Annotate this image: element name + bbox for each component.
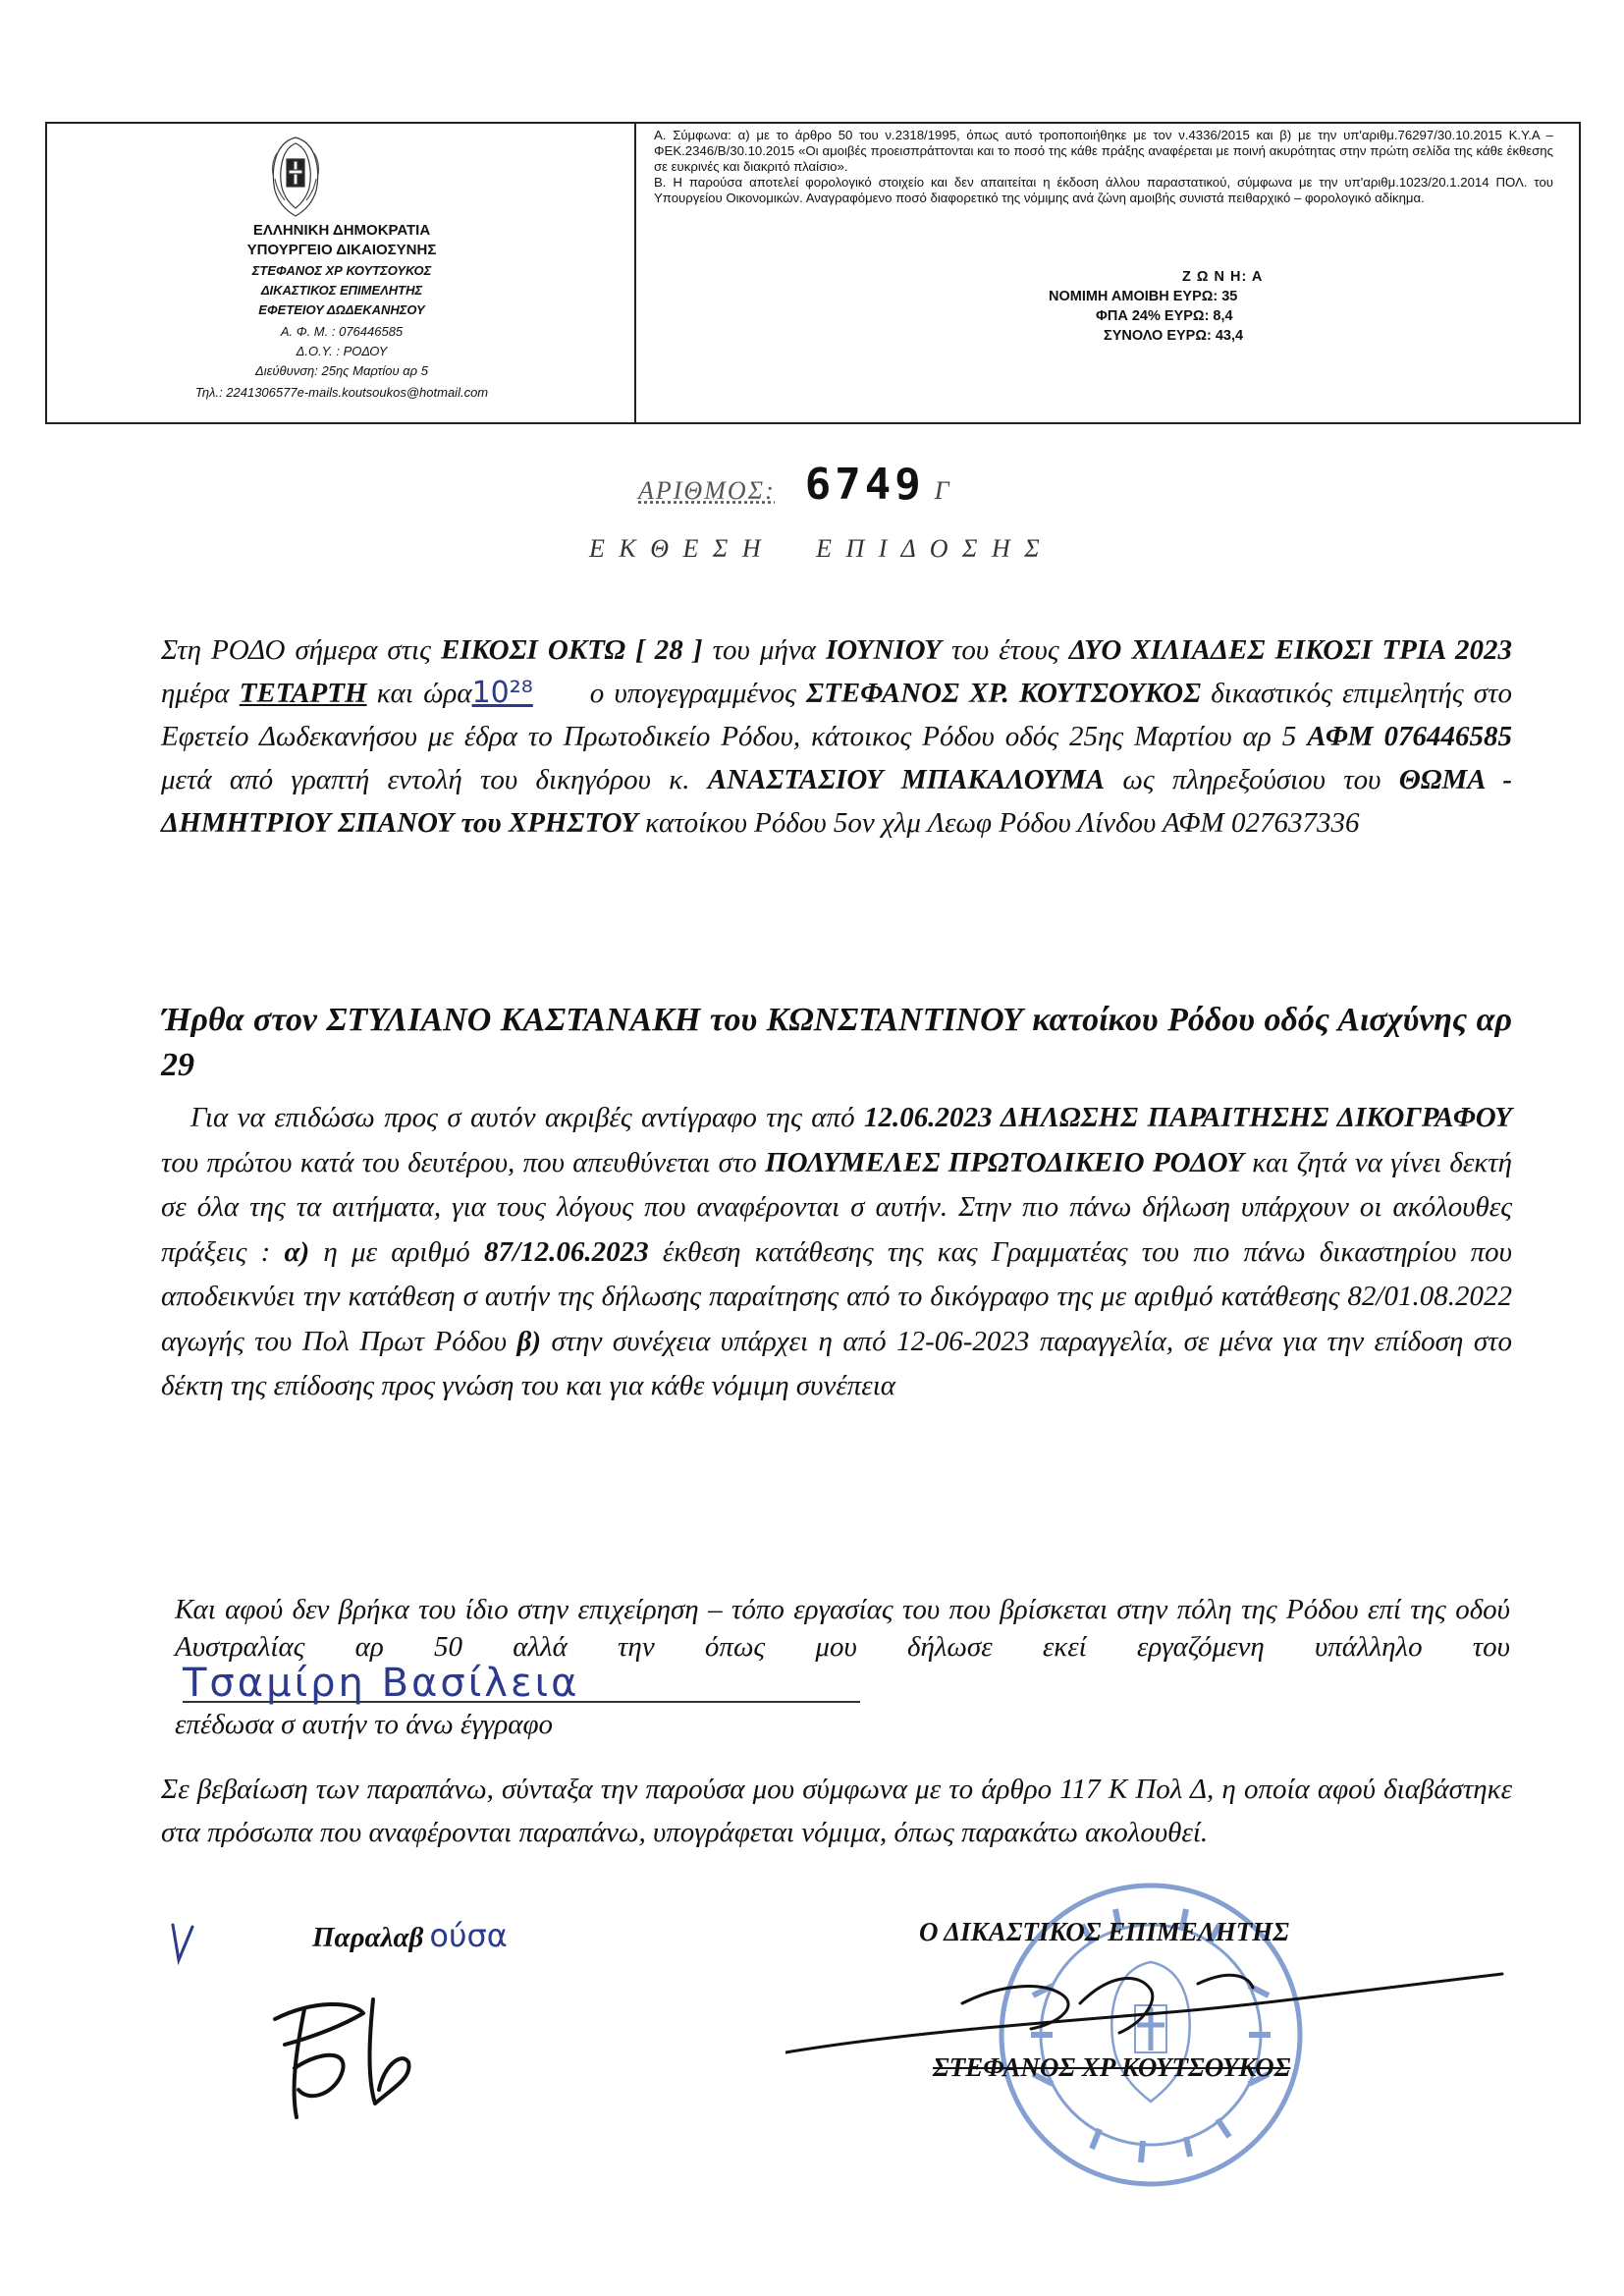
text: κατοίκου Ρόδου 5ον χλμ Λεωφ Ρόδου Λίνδου ΑΦΜ 027637336	[637, 807, 1360, 839]
item-b-marker: β)	[516, 1325, 542, 1357]
item-a-marker: α)	[284, 1235, 310, 1268]
text: Στη ΡΟΔΟ σήμερα στις	[161, 634, 441, 666]
issuer-block	[47, 124, 636, 422]
month: ΙΟΥΝΙΟΥ	[825, 634, 942, 666]
handwritten-time: 10²⁸	[471, 676, 533, 710]
lawyer-name: ΑΝΑΣΤΑΣΙΟΥ ΜΠΑΚΑΛΟΥΜΑ	[707, 764, 1106, 795]
paragraph-service	[175, 1591, 1510, 1743]
officer-signature-name: ΣΤΕΦΑΝΟΣ ΧΡ ΚΟΥΤΣΟΥΚΟΣ	[933, 2052, 1291, 2082]
document-title: Ε Κ Θ Ε Σ Η Ε Π Ι Δ Ο Σ Η Σ	[589, 534, 1044, 563]
text: του έτους	[941, 634, 1069, 666]
paragraph-intro	[161, 629, 1512, 845]
document-number-suffix: Γ	[934, 476, 951, 505]
fee-amount: ΝΟΜΙΜΗ ΑΜΟΙΒΗ ΕΥΡΩ: 35	[1049, 289, 1238, 304]
text: έκθεση κατάθεσης της κας Γραμματέας του πιο πάνω δικαστηρίου που αποδεικνύει την κατάθεση σ αυτήν της δήλωσης παραίτησης από το δικόγραφο της με αριθμό κατάθεσης 82/01.08.2022 αγωγής του Πολ Πρωτ Ρόδου	[161, 1235, 1512, 1357]
officer-name: ΣΤΕΦΑΝΟΣ ΧΡ ΚΟΥΤΣΟΥΚΟΣ	[251, 263, 432, 278]
text: ως πληρεξούσιου του	[1105, 764, 1399, 795]
filing-number: 87/12.06.2023	[484, 1235, 649, 1268]
officer-afm: Α. Φ. Μ. : 076446585	[280, 324, 404, 339]
text: η με αριθμό	[309, 1235, 485, 1268]
text: επέδωσα σ αυτήν το άνω έγγραφο	[175, 1709, 554, 1740]
officer-full-name: ΣΤΕΦΑΝΟΣ ΧΡ. ΚΟΥΤΣΟΥΚΟΣ	[806, 678, 1202, 709]
paragraph-recipient: Ήρθα στον ΣΤΥΛΙΑΝΟ ΚΑΣΤΑΝΑΚΗ του ΚΩΝΣΤΑΝΤΙΝΟΥ κατοίκου Ρόδου οδός Αισχύνης αρ 29	[161, 1002, 1512, 1083]
officer-role: ΔΙΚΑΣΤΙΚΟΣ ΕΠΙΜΕΛΗΤΗΣ	[260, 283, 423, 298]
note-a: Α. Σύμφωνα: α) με το άρθρο 50 του ν.2318/1995, όπως αυτό τροποποιήθηκε με τον ν.4336/2015 και β) με την υπ'αριθμ.76297/30.10.2015 Κ.Υ.Α – ΦΕΚ.2346/Β/30.10.2015 «Οι αμοιβές προεισπράττονται και το ποσό της κάθε πράξης αναφέρεται με ποινή ακυρότητας στην πρώτη σελίδα της κάθε έκθεσης σε ευκρινές και διακριτό πλαίσιο».	[654, 128, 1553, 174]
text: του πρώτου κατά του δευτέρου, που απευθύνεται στο	[161, 1146, 766, 1178]
fee-total: ΣΥΝΟΛΟ ΕΥΡΩ: 43,4	[1104, 328, 1244, 344]
text: και ώρα	[366, 678, 472, 709]
text: ο υπογεγραμμένος	[579, 678, 807, 709]
client-name: ΘΩΜΑ - ΔΗΜΗΤΡΙΟΥ ΣΠΑΝΟΥ του ΧΡΗΣΤΟΥ	[161, 764, 1512, 839]
ministry-name: ΥΠΟΥΡΓΕΙΟ ΔΙΚΑΙΟΣΥΝΗΣ	[246, 242, 437, 258]
fee-vat: ΦΠΑ 24% ΕΥΡΩ: 8,4	[1096, 308, 1233, 324]
weekday: ΤΕΤΑΡΤΗ	[239, 678, 367, 709]
handwritten-recipient-name: Τσαμίρη Βασίλεια	[183, 1666, 860, 1703]
note-b: Β. Η παρούσα αποτελεί φορολογικό στοιχείο και δεν απαιτείται η έκδοση άλλου παραστατικού, σύμφωνα με την υπ'αριθμ.1023/20.1.2014 ΠΟΛ. του Υπουργείου Οικονομικών. Αναγραφόμενο ποσό διαφορετικό της νόμιμης ανά ζώνη αμοιβής συνιστά πειθαρχικό – φορολογικό αδίκημα.	[654, 175, 1553, 205]
officer-tax-id: ΑΦΜ 076446585	[1307, 721, 1512, 752]
officer-contact: Τηλ.: 2241306577e-mails.koutsoukos@hotmail.com	[194, 385, 489, 400]
day-words: ΕΙΚΟΣΙ ΟΚΤΩ	[440, 634, 626, 666]
document-number-value: 6749	[804, 460, 925, 510]
text: και ζητά να γίνει δεκτή σε όλα της τα αιτήματα, για τους λόγους που αναφέρονται σ αυτήν. Στην πιο πάνω δήλωση υπάρχουν οι ακόλουθες πράξεις :	[161, 1146, 1512, 1268]
officer-signature-title: Ο ΔΙΚΑΣΤΙΚΟΣ ΕΠΙΜΕΛΗΤΗΣ	[919, 1917, 1289, 1946]
receiver-signature	[245, 1980, 432, 2127]
text: στην συνέχεια υπάρχει η από 12-06-2023 παραγγελία, σε μένα για την επίδοση στο δέκτη της επίδοσης προς γνώση του και για κάθε νόμιμη συνέπεια	[161, 1325, 1512, 1401]
court-name: ΠΟΛΥΜΕΛΕΣ ΠΡΩΤΟΔΙΚΕΙΟ ΡΟΔΟΥ	[765, 1146, 1244, 1178]
text: Για να επιδώσω προς σ αυτόν ακριβές αντίγραφο της από	[190, 1102, 865, 1133]
document-number	[638, 460, 951, 510]
paragraph-certification: Σε βεβαίωση των παραπάνω, σύνταξα την παρούσα μου σύμφωνα με το άρθρο 117 Κ Πολ Δ, η οποία αφού διαβάστηκε στα πρόσωπα που αναφέρονται παραπάνω, υπογράφεται νόμιμα, όπως παρακάτω ακολουθεί.	[161, 1774, 1512, 1848]
receiver-label	[312, 1917, 508, 1954]
receiver-label-text: Παραλαβ	[312, 1922, 424, 1953]
receiver-initial-mark	[169, 1921, 198, 1970]
country-name: ΕΛΛΗΝΙΚΗ ΔΗΜΟΚΡΑΤΙΑ	[252, 222, 431, 239]
fee-header-box	[45, 122, 1581, 424]
text: δικαστικός επιμελητής στο Εφετείο Δωδεκανήσου με έδρα το Πρωτοδικείο Ρόδου, κάτοικος Ρόδου οδός 25ης Μαρτίου αρ 5	[161, 678, 1512, 752]
legal-notes	[654, 128, 1553, 206]
fee-notes-block	[636, 124, 1579, 422]
text: Και αφού δεν βρήκα του ίδιο στην επιχείρηση – τόπο εργασίας του που βρίσκεται στην πόλη της Ρόδου επί της οδού Αυστραλίας αρ 50 αλλά την όπως μου δήλωσε εκεί εργαζόμενη υπάλληλο του	[175, 1594, 1510, 1663]
officer-court: ΕΦΕΤΕΙΟΥ ΔΩΔΕΚΑΝΗΣΟΥ	[258, 302, 425, 317]
greek-coat-of-arms-icon	[263, 134, 328, 218]
paragraph-document	[161, 1096, 1512, 1409]
day-number: [ 28 ]	[625, 634, 713, 666]
served-document: 12.06.2023 ΔΗΛΩΣΗΣ ΠΑΡΑΙΤΗΣΗΣ ΔΙΚΟΓΡΑΦΟΥ	[864, 1102, 1512, 1133]
document-number-label: ΑΡΙΘΜΟΣ:	[638, 476, 776, 505]
text: ημέρα	[161, 678, 240, 709]
officer-signature	[785, 1935, 1512, 2082]
receiver-handwritten: ούσα	[429, 1917, 508, 1954]
officer-doy: Δ.Ο.Υ. : ΡΟΔΟΥ	[296, 344, 388, 358]
text: μετά από γραπτή εντολή του δικηγόρου κ.	[161, 764, 708, 795]
officer-address: Διεύθυνση: 25ης Μαρτίου αρ 5	[255, 363, 428, 378]
year-words: ΔΥΟ ΧΙΛΙΑΔΕΣ ΕΙΚΟΣΙ ΤΡΙΑ 2023	[1068, 634, 1512, 666]
fee-zone: Ζ Ω Ν Η: Α	[1182, 269, 1264, 285]
text: του μήνα	[712, 634, 826, 666]
